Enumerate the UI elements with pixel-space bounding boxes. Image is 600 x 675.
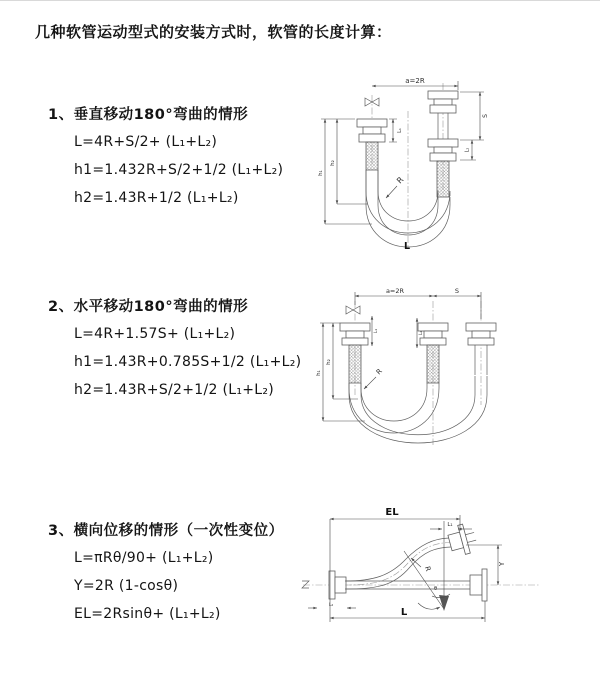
dim-label-theta: θ — [434, 586, 438, 592]
page-title: 几种软管运动型式的安装方式时，软管的长度计算： — [35, 23, 392, 41]
dim-l2 — [308, 602, 356, 608]
section-2-heading: 2、水平移动180°弯曲的情形 — [48, 299, 249, 315]
formula-line: L=4R+1.57S+ (L₁+L₂) — [74, 326, 236, 342]
formula-line: h1=1.43R+0.785S+1/2 (L₁+L₂) — [74, 354, 302, 370]
braided-hose-section — [427, 345, 439, 383]
dim-label-r: R — [395, 175, 406, 186]
formula-line: L=πRθ/90+ (L₁+L₂) — [74, 550, 214, 566]
dim-l-total — [330, 601, 485, 622]
formula-line: Y=2R (1-cosθ) — [74, 578, 179, 594]
section-vertical-movement — [48, 103, 283, 208]
diagram-lateral-displacement — [300, 501, 600, 651]
braided-hose-section — [366, 142, 378, 170]
dim-label-a2r: a=2R — [385, 287, 405, 295]
dim-s-and-l2 — [460, 92, 489, 160]
left-flange-fitting — [357, 119, 387, 170]
valve-icon — [346, 306, 360, 314]
dim-label-el: EL — [385, 507, 399, 518]
section-lateral-displacement — [48, 519, 284, 624]
dim-a2r-s — [355, 287, 481, 319]
dim-label-s: S — [482, 114, 489, 118]
dim-el — [330, 507, 460, 603]
right-flange-fittings — [428, 91, 458, 197]
radius-callout — [411, 558, 432, 572]
dim-label-l-total: L — [403, 241, 411, 252]
lower-right-flange — [470, 569, 487, 601]
dim-l1 — [430, 522, 472, 529]
left-flange — [329, 571, 346, 599]
formula-line: h2=1.43R+S/2+1/2 (L₁+L₂) — [74, 382, 275, 398]
braided-hose-section — [437, 161, 449, 197]
section-3-heading: 3、横向位移的情形（一次性变位） — [48, 523, 284, 539]
pipe-break-symbol — [302, 581, 309, 588]
diagram-vertical-180-bend — [310, 69, 600, 266]
dim-fitting-lengths — [372, 316, 424, 348]
formula-line: EL=2Rsinθ+ (L₁+L₂) — [74, 606, 221, 622]
dim-label-r: R — [374, 367, 384, 377]
dim-label-l2: L₂ — [328, 603, 334, 608]
dim-label-h1: h₁ — [316, 370, 322, 376]
formula-line: h1=1.432R+S/2+1/2 (L₁+L₂) — [74, 162, 284, 178]
dim-label-l1: L₁ — [447, 522, 453, 528]
dim-label-l2: L₂ — [464, 147, 471, 153]
dim-label-h2: h₂ — [326, 359, 332, 365]
braided-hose-section — [349, 345, 361, 383]
dim-label-r: R — [423, 565, 433, 573]
radius-callout — [386, 175, 406, 198]
radius-callout — [364, 367, 384, 389]
dim-label-l1: L₁ — [374, 328, 379, 334]
dim-l1 — [389, 119, 403, 142]
u-hose-curves — [349, 376, 487, 443]
formula-line: L=4R+S/2+ (L₁+L₂) — [74, 134, 218, 150]
section-1-heading: 1、垂直移动180°弯曲的情形 — [48, 107, 249, 123]
section-horizontal-movement — [48, 295, 301, 400]
left-flange-fitting — [340, 323, 370, 383]
dim-label-y: Y — [498, 561, 506, 567]
dim-label-a2r: a=2R — [405, 77, 425, 85]
dim-label-l: L — [400, 607, 408, 618]
formula-line: h2=1.43R+1/2 (L₁+L₂) — [74, 190, 239, 206]
dim-label-h1: h₁ — [318, 170, 324, 176]
dim-label-h2: h₂ — [330, 160, 336, 166]
dim-label-l2: L₂ — [419, 330, 424, 336]
dim-label-l1: L₁ — [397, 128, 403, 133]
dim-label-s: S — [454, 287, 460, 295]
dim-a2r — [372, 77, 458, 90]
diagram-horizontal-180-bend — [310, 283, 600, 463]
